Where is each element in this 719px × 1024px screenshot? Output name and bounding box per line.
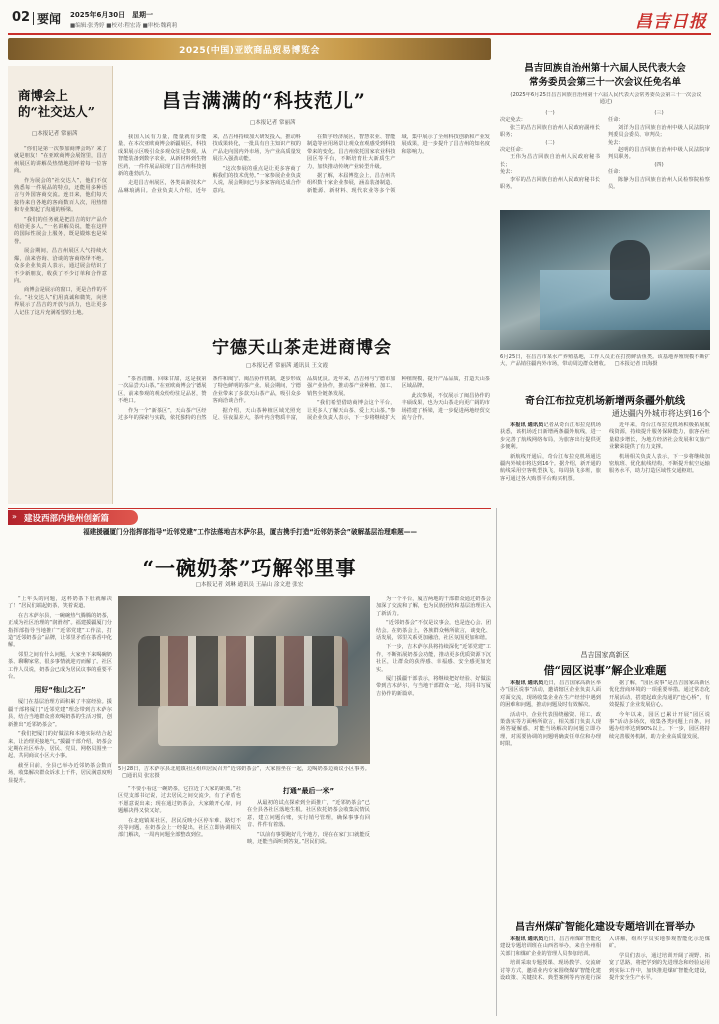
notice-title-line1: 昌吉回族自治州第十六届人民代表大会 <box>524 63 686 74</box>
paragraph: 从最初的试点探索到全面推广，“近邻奶茶会”已在全县各社区落地生根。社区依托奶茶会收集民情民意，建立问题台账，实行销号管理，确保事事有回音、件件有着落。 <box>247 800 370 829</box>
sidebar-story-byline: □本报记者 常丽茜 <box>32 131 78 137</box>
paragraph: 下一步，吉木萨尔县将持续深化“近邻党建”工作，不断拓展奶茶会功能，推动更多优质资源下沉社区，让群众的获得感、幸福感、安全感更加充实。 <box>376 644 491 673</box>
notice-title-line2: 常务委员会第三十一次会议任免名单 <box>528 77 681 88</box>
milktea-byline: □本报记者 刘琳 通讯员 王晶山 涂文进 张宏 <box>195 582 304 588</box>
airport-body <box>500 422 710 504</box>
coal-title: 昌吉州煤矿智能化建设专题培训在晋举办 <box>515 922 695 933</box>
coal-byline: 本报讯 通讯员 <box>510 936 544 942</box>
caption-text: 5月28日，吉木萨尔县北庭镇社区组织居民召开“近邻奶茶会”，大家围坐在一起，边喝奶茶边商议小区事务。 <box>118 766 370 772</box>
notice-line: 张兰的昌吉回族自治州人民政府副州长职务； <box>500 124 600 139</box>
airport-subtitle: 通达疆内外城市将达到16个 <box>611 409 710 418</box>
photo-worker-figure <box>610 240 650 300</box>
paragraph: 此次参展，不仅展示了闽昌协作的丰硕成果，也为天山茶走向更广阔的市场搭建了桥梁，进一步促进两地经贸交流与合作。 <box>401 392 490 422</box>
yuanqu-byline: 本报讯 通讯员 <box>510 680 544 686</box>
milktea-kicker: 福建援疆厦门分指挥部指导“近邻党建”工作法落地吉木萨尔县，厦吉携手打造“近邻奶茶会”破解基层治理难题—— <box>83 528 417 536</box>
photo-milktea-caption <box>118 766 370 782</box>
paragraph: 据了解，“园区说事”是昌吉国家高新区优化营商环境的一项重要举措。通过常态化开展活动，搭建起政企沟通的“连心桥”，有效提振了企业发展信心。 <box>609 680 710 709</box>
milktea-subhead-2: 打通“最后一米” <box>282 787 335 795</box>
section-banner <box>8 510 138 525</box>
paragraph: “以前有事要跑好几个地方，现在在家门口就能反映，还能当面听到答复。”居民们说。 <box>247 831 370 846</box>
paragraph: 作为展会的“社交达人”，他们不仅熟悉每一件展品的特点，还能用多种语言与外国客商交流。连日来，他们每天接待来自各地的客商数百人次，用热情和专业架起了沟通的桥梁。 <box>14 177 107 214</box>
paragraph: 新航线开通后，奇台江布拉克机场通达疆内外城市将达到16个。据介绍，新开通的航线采用空客机型执飞，每周执飞多班，旅客可通过各大购票平台购买机票。 <box>500 453 601 482</box>
notice-line: 免去： <box>608 139 624 146</box>
airport-title: 奇台江布拉克机场新增两条疆外航线 <box>525 396 685 407</box>
expo-banner-title: 2025(中国)亚欧商品贸易博览会 <box>179 46 320 56</box>
paragraph: 商博会是展示的窗口，更是合作的平台。“社交达人”们用真诚和微笑，向世界展示了昌吉的开放与活力，也让更多人记住了这片充满希望的土地。 <box>14 287 107 316</box>
paragraph: 厦门在基层治理方面积累了丰富经验。援疆干部将厦门“近邻党建”理念带到吉木萨尔县，结合当地群众喜欢喝奶茶的生活习惯，创新推出“近邻奶茶会”。 <box>8 699 112 728</box>
notice-line: (四) <box>654 161 664 168</box>
paragraph: 为一个平台，厦吉两地的干部群众通过奶茶会加深了交流和了解，也为民族团结和基层治理注入了新活力。 <box>376 596 491 617</box>
news-photo-milktea-meeting <box>118 596 370 764</box>
milktea-mid-columns <box>118 786 370 1016</box>
scitech-byline: □本报记者 常丽茜 <box>250 120 296 126</box>
milktea-right-column <box>376 596 491 1016</box>
airport-byline: 本报讯 通讯员 <box>510 422 544 428</box>
masthead-rule <box>8 33 711 35</box>
paragraph: 厦门援疆干部表示，将继续把好经验、好做法带到吉木萨尔，与当地干部群众一起，共同书写厦吉协作的新篇章。 <box>376 676 491 697</box>
notice-line: 刘洋为昌吉回族自治州中级人民法院审判委员会委员、审判员； <box>608 124 710 139</box>
column-divider <box>496 508 497 1016</box>
sidebar-story-body <box>14 146 107 498</box>
paragraph: “我们的任务就是把昌吉的好产品介绍给更多人。”一名讲解员说，能在这样的国际性展会上服务，既是锻炼也是荣誉。 <box>14 216 107 245</box>
sidebar-story-title: 商博会上的“社交达人” <box>18 88 95 119</box>
paragraph: 走进昌吉州展区，各类高新技术产品琳琅满目。企业负责人介绍，近年来，昌吉州持续加大研发投入，推动科技成果转化，一批具有自主知识产权的产品走向国内外市场，为产业高质量发展注入强劲动能。 <box>118 134 301 194</box>
photo-fishery-caption <box>500 354 710 384</box>
paragraph: “我们希望借助商博会这个平台，让更多人了解天山茶、爱上天山茶。”参展企业负责人表示，下一步将继续扩大种植规模，提升产品品质，打造天山茶区域品牌。 <box>307 376 490 422</box>
issue-weekday: 星期一 <box>132 11 153 19</box>
paragraph: 在数字经济展区，智慧农业、智能制造等应用场景让观众直观感受到科技带来的变化。昌吉州依托国家农业科技园区等平台，不断培育壮大新质生产力，加快推动传统产业转型升级。 <box>307 134 396 170</box>
editor-credits: ■编辑:张秀婷 ■校对:程宏涛 ■审校:魏莉莉 <box>70 23 178 29</box>
paragraph: 作为一个“新茶区”，天山茶产区经过多年的探索与实践，依托独特的自然条件和闽宁、闽昌协作机制，逐步形成了特色鲜明的茶产业。展会期间，宁德企业带来了多款天山茶产品，吸引众多客商洽谈合作。 <box>118 376 301 422</box>
coal-paragraph-1: 近日，昌吉州煤矿智能化建设专题培训班在山西省举办，来自全州相关部门和煤矿企业的管理人员参加培训。 <box>500 936 601 957</box>
section-banner-rule <box>8 508 491 509</box>
notice-line: 任命： <box>608 169 624 176</box>
issue-date: 2025年6月30日 <box>70 11 126 19</box>
paragraph: 在吉木萨尔县，一碗碗热气腾腾的奶茶，正成为社区治理的“润滑剂”。福建援疆厦门分指挥部指导当地推广“近邻党建”工作法，打造“近邻奶茶会”品牌，让邻里矛盾在茶香中化解。 <box>8 612 112 649</box>
scitech-title: 昌吉满满的“科技范儿” <box>162 90 366 112</box>
paragraph: 展会期间，昌吉州展区人气持续火爆，前来咨询、洽谈的客商络绎不绝。众多企业负责人表示，通过展会结识了不少新朋友，收获了不少订单和合作意向。 <box>14 248 107 284</box>
paragraph: “上年头的问题，这杯奶茶下肚就解决了！”居民们端起奶茶，笑着说道。 <box>8 596 112 610</box>
paragraph: 据了解，本届博览会上，昌吉州共组织数十家企业参展，涵盖装备制造、新能源、新材料、现代农业等多个领域，集中展示了全州科技创新和产业发展成果，进一步提升了昌吉州的知名度和影响力。 <box>307 134 490 194</box>
paragraph: 今年以来，园区已累计开展“园区说事”活动多场次，收集各类问题上百条，问题办结率达到90%以上。下一步，园区将持续完善服务机制，助力企业高质量发展。 <box>609 711 710 740</box>
paragraph: 机场相关负责人表示，下一步将继续加密航班、优化航线结构，不断提升航空运输服务水平，助力打造区域性交通枢纽。 <box>609 453 710 475</box>
paragraph: “茶香清幽、回味甘甜，这是我第一次品尝天山茶。”在亚欧商博会宁德展区，前来参观的观众纷纷驻足品茗，赞不绝口。 <box>118 376 207 405</box>
milktea-title: “一碗奶茶”巧解邻里事 <box>142 556 357 580</box>
tea-byline: □本报记者 常丽茜 通讯员 王文霞 <box>246 363 328 369</box>
paragraph: 据介绍，天山茶种植区域光照充足、昼夜温差大，茶叶内含物质丰富，品质优良。近年来，昌吉州与宁德市加强产业协作，推动茶产业种植、加工、销售全链条发展。 <box>212 376 396 422</box>
notice-line: 决定免去： <box>500 117 526 124</box>
notice-col-1 <box>500 110 600 206</box>
photo-table-area <box>158 706 338 746</box>
masthead <box>8 6 711 34</box>
page-number: 02 <box>12 10 31 25</box>
paragraph: 邻里之间有什么问题，大家坐下来喝碗奶茶、聊聊家常，很多事情就迎刃而解了。社区工作人员说，奶茶会已成为居民议事的重要平台。 <box>8 651 112 681</box>
paragraph <box>500 936 601 958</box>
paragraph <box>500 422 601 452</box>
paragraph: “这次参展的重点是让更多客商了解我们的技术优势。”一家参展企业负责人说，展会期间已与多家客商达成合作意向。 <box>212 165 301 194</box>
notice-line: 赵明的昌吉回族自治州中级人民法院审判员职务。 <box>608 147 710 161</box>
coal-body <box>500 936 710 1016</box>
caption-text: 6月25日，在昌吉市某水产养殖基地，工作人员正在打捞鲜活鱼类。该基地养殖规模不断扩大，产品销往疆内外市场，带动周边群众增收。 <box>500 354 710 368</box>
paragraph: “近邻奶茶会”不仅是议事会，也是连心会、团结会。在奶茶会上，各族群众畅所欲言，谈变化、话发展，邻里关系更加融洽，社区氛围更加和谐。 <box>376 620 491 642</box>
notice-line: (三) <box>654 110 664 116</box>
section-banner-icon: » <box>12 512 17 521</box>
paragraph: “我们把厦门的好做法和本地实际结合起来，让治理更接地气。”援疆干部介绍，奶茶会定期在社区举办，居民、党员、网格员围坐一起，共同商议小区大小事。 <box>8 731 112 760</box>
photo-people-row <box>138 636 348 706</box>
notice-line: (二) <box>545 139 555 146</box>
scitech-body <box>118 134 490 319</box>
newspaper-logo: 昌吉日报 <box>635 12 707 32</box>
notice-line: 任命： <box>608 117 624 124</box>
paragraph: 我国人民有力量，能量就有步能量，在本次亚欧商博会新疆展区，科技成果展示区吸引众多观众驻足参观。从智能装备到数字农业，从新材料到生物医药，一件件展品展现了昌吉州科技创新的蓬勃活力。 <box>118 134 207 178</box>
milktea-left-column <box>8 596 112 1016</box>
divider-bar <box>33 12 34 25</box>
airport-paragraph-1: 记者从奇台江布拉克机场获悉，该机场近日新增两条疆外航线，进一步完善了航线网络布局，为旅客出行提供更多便利。 <box>500 422 601 451</box>
notice-line: 陈静为昌吉回族自治州人民检察院检察员。 <box>608 176 710 191</box>
notice-line: 免去： <box>500 169 516 176</box>
expo-banner <box>8 38 491 60</box>
paragraph: “你们是第一次参加商博会吗？来了就是朋友！”在亚欧商博会展馆里，昌吉州展区的讲解员热情地招呼着每一位客商。 <box>14 146 107 175</box>
notice-subtitle: (2025年6月25日昌吉回族自治州第十六届人民代表大会常务委员会第三十一次会议通过) <box>510 92 702 106</box>
paragraph: 活动中，企业代表围绕融资、用工、政策落实等方面畅所欲言，相关部门负责人现场答疑解惑，对能当场解决的问题立即办理，对需要协调的问题明确责任单位和办理时限。 <box>500 711 601 748</box>
notice-line: 李军的昌吉回族自治州人民政府秘书长职务。 <box>500 176 600 191</box>
tea-title: 宁德天山茶走进商博会 <box>212 338 392 358</box>
yuanqu-kicker: 昌吉国家高新区 <box>580 651 630 659</box>
section-banner-title: 建设西部内地州创新篇 <box>24 514 110 524</box>
notice-col-2 <box>608 110 710 206</box>
caption-credit: □本报记者 田海摄 <box>614 361 658 368</box>
paragraph: 近年来，奇台江布拉克机场积极拓展航线资源，持续提升服务保障能力，旅客吞吐量稳步增长，为地方经济社会发展和文旅产业繁荣提供了有力支撑。 <box>609 422 710 451</box>
paragraph: 截至目前，全县已举办近邻奶茶会数百场，收集解决群众诉求上千件，居民满意度明显提升。 <box>8 762 112 784</box>
paragraph: 在北庭镇某社区，居民反映小区停车难、路灯不亮等问题，在奶茶会上一经提出，社区立即协调相关部门解决，一周内问题全部整改到位。 <box>118 817 241 839</box>
tea-body <box>118 376 490 502</box>
yuanqu-paragraph-1: 近日，昌吉国家高新区举办“园区说事”活动，邀请辖区企业负责人面对面交流，现场收集企业在生产经营中遇到的困难和问题，推动问题及时有效解决。 <box>500 680 601 709</box>
paragraph: 培训采取专题授课、现场教学、交流研讨等方式，邀请业内专家围绕煤矿智能化建设政策、关键技术、典型案例等内容进行深入讲解，组织学员实地参观智能化示范煤矿。 <box>500 936 710 982</box>
notice-line: 决定任命： <box>500 147 526 154</box>
yuanqu-title: 借“园区说事”解企业难题 <box>543 664 667 677</box>
section-name: 要闻 <box>37 12 62 26</box>
yuanqu-body <box>500 680 710 910</box>
paragraph: “不要小看这一碗奶茶，它拉近了大家的距离。”社区党支部书记说，过去居民之间交流少，有了矛盾也不愿意说出来；现在通过奶茶会，大家敞开心扉，问题解决得又快又好。 <box>118 786 241 815</box>
news-photo-fishery <box>500 210 710 350</box>
sidebar-story <box>8 66 113 504</box>
caption-credit: □通讯员 张宏摄 <box>122 773 160 780</box>
milktea-subhead-1: 用好“他山之石” <box>34 686 86 695</box>
notice-line: 王伟为昌吉回族自治州人民政府秘书长； <box>500 154 600 168</box>
notice-line: (一) <box>545 110 555 116</box>
paragraph: 学员们表示，通过培训开阔了视野、拓宽了思路，将把学到的先进理念和经验运用到实际工作中，加快推进煤矿智能化建设，提升安全生产水平。 <box>609 952 710 982</box>
paragraph <box>500 680 601 710</box>
